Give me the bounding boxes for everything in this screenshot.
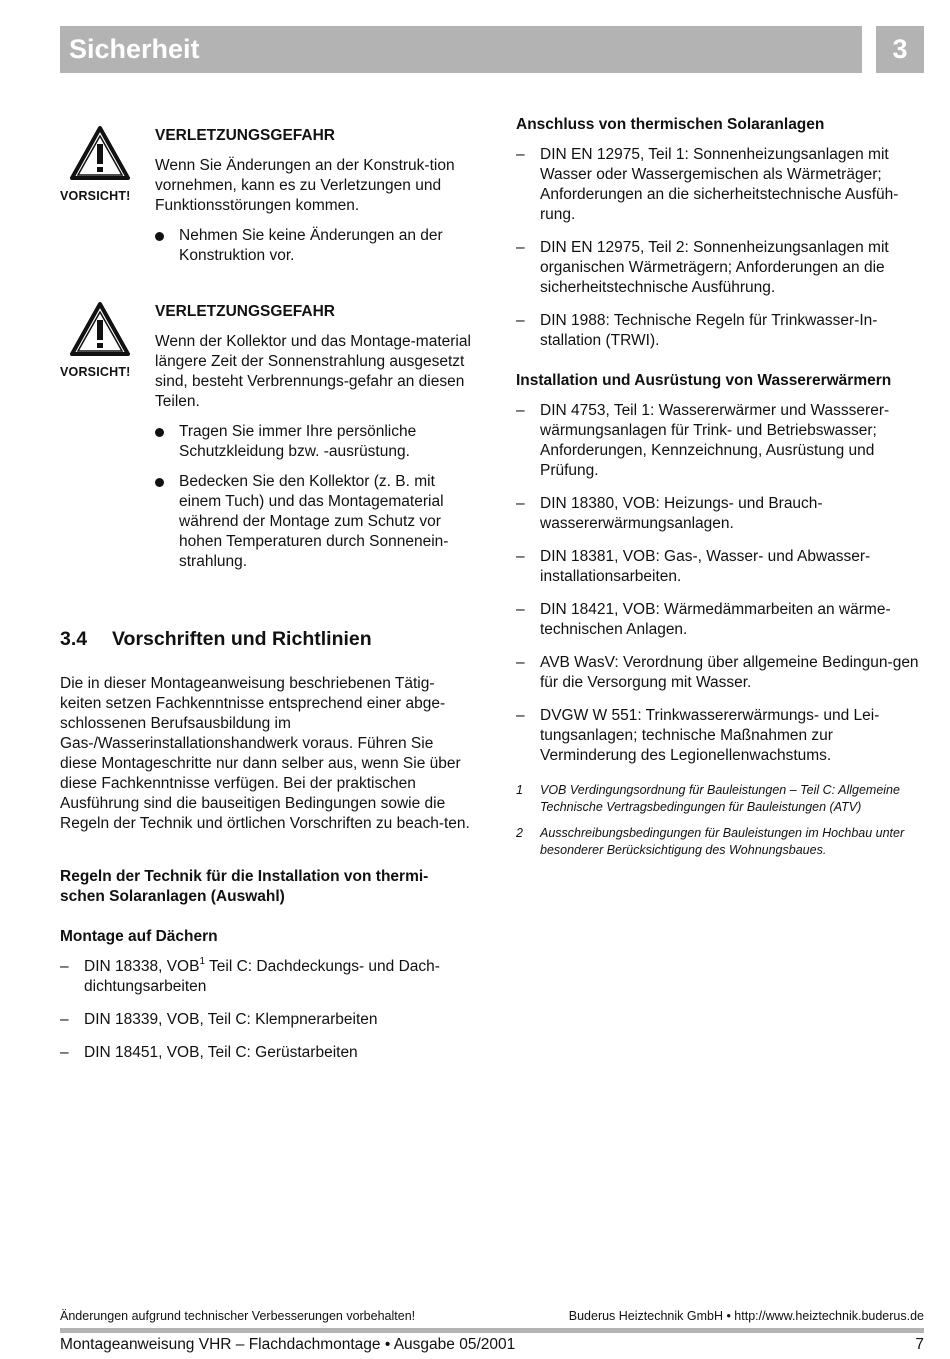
section-intro: Die in dieser Montageanweisung beschriebenen Tätig-keiten setzen Fachkenntnisse entsprechend einer abge-schlossenen Berufsausbildung im Gas-/Wasserinstallationshandwerk voraus. Führen Sie diese Montageschritte nur dann selber aus, wenn Sie über diese Fachkenntnisse verfügen. Bei der praktischen Ausführung sind die bauseitigen Bedingungen sowie die Regeln der Technik und örtlichen Vorschriften zu beach-ten. [60,675,470,832]
warning-bullet: Bedecken Sie den Kollektor (z. B. mit einem Tuch) und das Montagematerial während der Montage zum Schutz vor hohen Temperaturen durch Sonnenein-strahlung. [155,472,475,572]
warning-text: Wenn der Kollektor und das Montage-material längere Zeit der Sonnenstrahlung ausgesetzt sind, besteht Verbrennungs-gefahr an diesen Teilen. [155,333,471,410]
list-item: – DIN EN 12975, Teil 2: Sonnenheizungsanlagen mit organischen Wärmeträgern; Anforderungen an die sicherheitstechnische Ausführung. [516,239,889,296]
rules-heading: Regeln der Technik für die Installation von thermi-schen Solaranlagen (Auswahl) [60,868,429,905]
chapter-number: 3 [876,26,924,73]
list-item: – AVB WasV: Verordnung über allgemeine Bedingun-gen für die Versorgung mit Wasser. [516,654,919,691]
footer-rule [60,1328,924,1333]
warning-title: VERLETZUNGSGEFAHR [155,127,335,144]
warning-title: VERLETZUNGSGEFAHR [155,303,335,320]
caution-label: VORSICHT! [60,365,131,379]
bullet-dot-icon [155,478,164,487]
list-item: – DIN 18451, VOB, Teil C: Gerüstarbeiten [60,1044,358,1061]
warning-text: Wenn Sie Änderungen an der Konstruk-tion vornehmen, kann es zu Verletzungen und Funktionsstörungen kommen. [155,157,455,214]
footer-company: Buderus Heiztechnik GmbH • http://www.heiztechnik.buderus.de [568,1309,924,1323]
warning-bullet: Tragen Sie immer Ihre persönliche Schutzkleidung bzw. -ausrüstung. [155,422,475,462]
footnotes [516,782,928,868]
caution-label: VORSICHT! [60,189,131,203]
list-item: – DIN 18338, VOB$^1$ Teil C: Dachdeckungs- und Dach-dichtungsarbeiten [60,955,440,995]
section-heading: 3.4 Vorschriften und Richtlinien [60,628,372,650]
list-item: – DIN 18380, VOB: Heizungs- und Brauch-wassererwärmungsanlagen. [516,495,823,532]
footnote: 1 VOB Verdingungsordnung für Bauleistungen – Teil C: Allgemeine Technische Vertragsbedingungen für Bauleistungen (ATV) [516,783,900,814]
footnote: 2 Ausschreibungsbedingungen für Bauleistungen im Hochbau unter besonderer Berücksichtigung des Wohnungsbaues. [516,826,905,857]
chapter-title-bar: Sicherheit [60,26,862,73]
heater-heading: Installation und Ausrüstung von Wassererwärmern [516,372,892,389]
list-item: – DIN 4753, Teil 1: Wassererwärmer und Wassserer-wärmungsanlagen für Trink- und Betriebswasser; Anforderungen, Kennzeichnung, Ausrüstung und Prüfung. [516,402,890,479]
warning-triangle-icon [70,302,130,358]
heater-list [516,401,928,779]
roof-heading: Montage auf Dächern [60,928,218,945]
roof-list [60,957,472,1076]
footer-document: Montageanweisung VHR – Flachdachmontage • Ausgabe 05/2001 [60,1336,516,1353]
warning-bullet: Nehmen Sie keine Änderungen an der Konstruktion vor. [155,226,475,266]
connection-list [516,145,928,364]
bullet-dot-icon [155,232,164,241]
list-item: – DVGW W 551: Trinkwassererwärmungs- und Lei-tungsanlagen; technische Maßnahmen zur Verminderung des Legionellenwachstums. [516,707,880,764]
warning-body [155,302,475,582]
warning-body [155,126,475,276]
footer-notice: Änderungen aufgrund technischer Verbesserungen vorbehalten! [60,1309,416,1323]
page-number: 7 [915,1336,924,1353]
list-item: – DIN 1988: Technische Regeln für Trinkwasser-In-stallation (TRWI). [516,312,878,349]
bullet-dot-icon [155,428,164,437]
list-item: – DIN 18381, VOB: Gas-, Wasser- und Abwasser-installationsarbeiten. [516,548,871,585]
list-item: – DIN 18339, VOB, Teil C: Klempnerarbeiten [60,1011,378,1028]
connection-heading: Anschluss von thermischen Solaranlagen [516,116,825,133]
list-item: – DIN 18421, VOB: Wärmedämmarbeiten an wärme-technischen Anlagen. [516,601,891,638]
list-item: – DIN EN 12975, Teil 1: Sonnenheizungsanlagen mit Wasser oder Wassergemischen als Wärmeträger; Anforderungen an die sicherheitstechnische Ausfüh-rung. [516,146,899,223]
warning-triangle-icon [70,126,130,182]
